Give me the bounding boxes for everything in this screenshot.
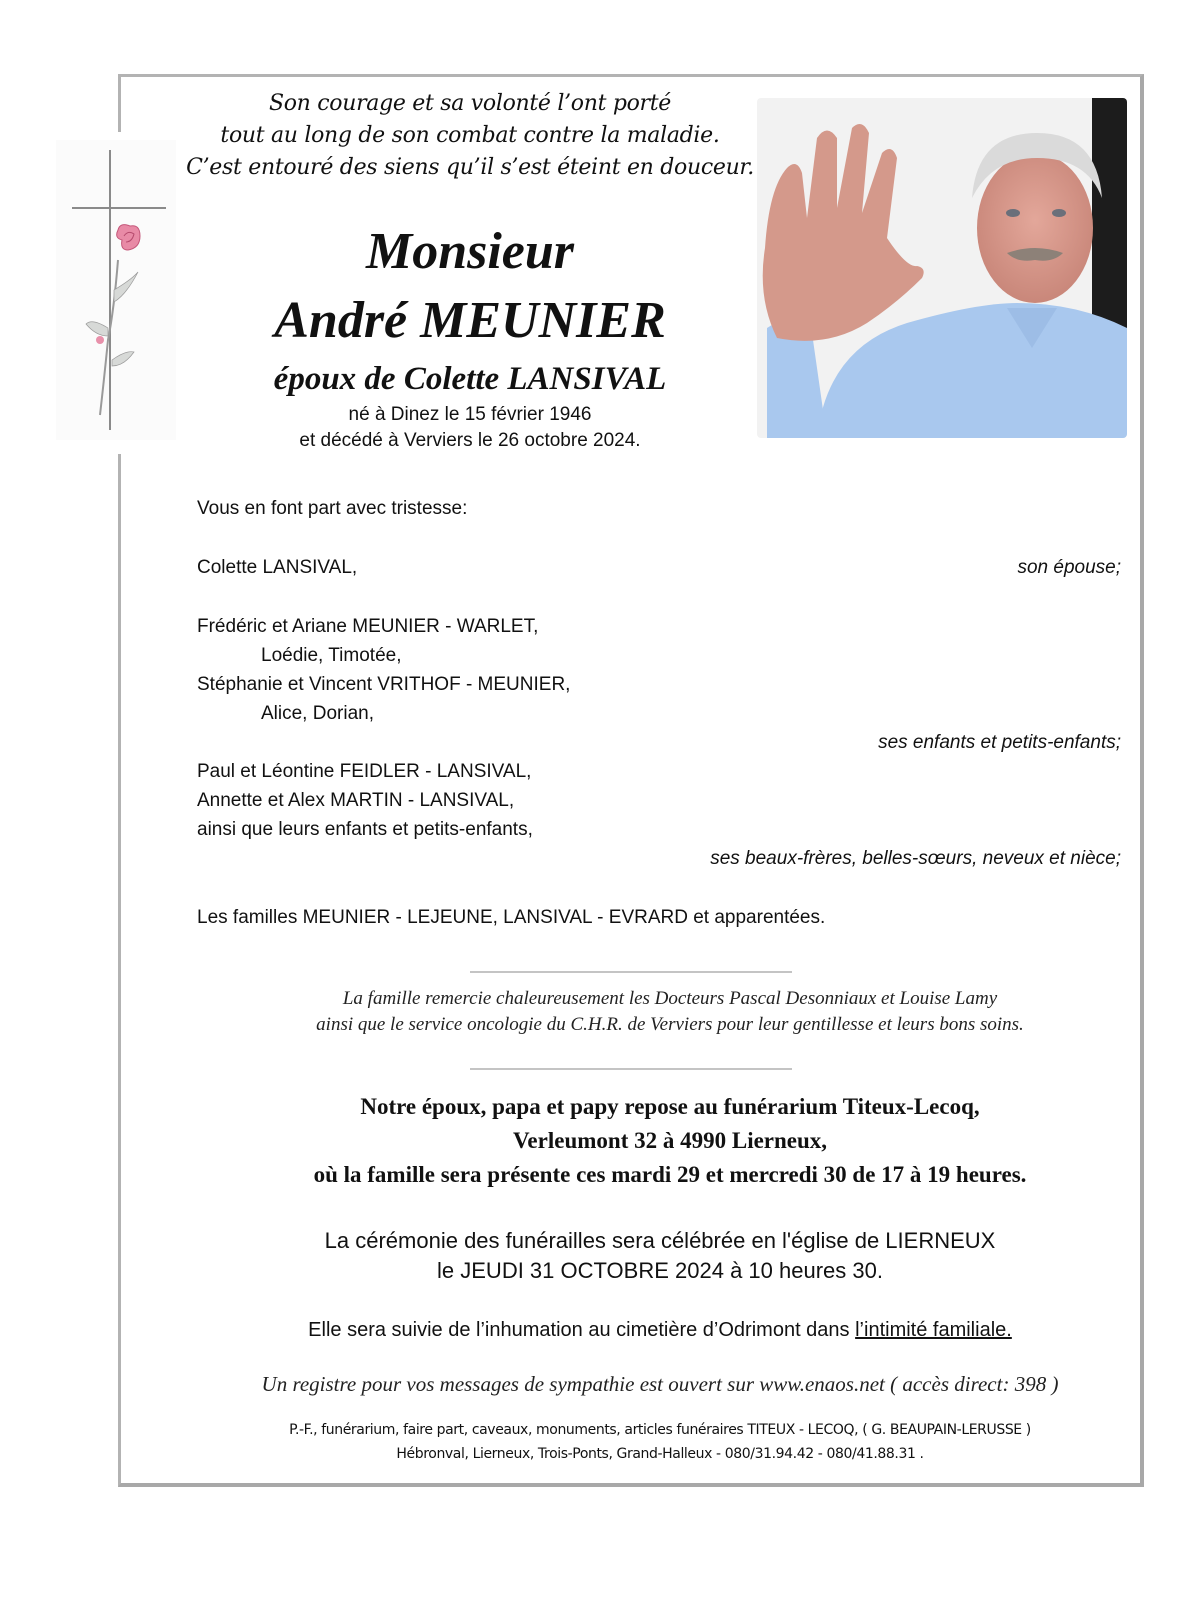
death-line: et décédé à Verviers le 26 octobre 2024. — [299, 430, 641, 451]
epitaph-line: C’est entouré des siens qu’il s’est éteint en douceur. — [186, 155, 754, 180]
honorific: Monsieur — [365, 223, 575, 280]
epitaph — [180, 88, 760, 184]
viewing-notice: Notre époux, papa et papy repose au funérarium Titeux-Lecoq, Verleumont 32 à 4990 Lierneux, où la famille sera présente ces mardi 29 et mercredi 30 de 17 à 19 heures. — [313, 1094, 1027, 1187]
relation-label: ses beaux-frères, belles-sœurs, neveux et nièce; — [710, 848, 1121, 869]
relation-label: ses enfants et petits-enfants; — [878, 732, 1121, 753]
relation-row — [197, 844, 1121, 873]
announcement-intro: Vous en font part avec tristesse: — [197, 498, 468, 519]
burial-info: Elle sera suivie de l’inhumation au cimetière d’Odrimont dans l’intimité familiale. — [308, 1319, 1012, 1341]
list-item-inlaw: Paul et Léontine FEIDLER - LANSIVAL, — [197, 761, 532, 782]
epitaph-line: tout au long de son combat contre la maladie. — [220, 123, 720, 148]
deceased-name: André MEUNIER — [274, 292, 666, 349]
thanks-note: La famille remercie chaleureusement les Docteurs Pascal Desonniaux et Louise Lamy ainsi que le service oncologie du C.H.R. de Verviers pour leur gentillesse et leurs bons soins. — [316, 988, 1024, 1035]
burial-emphasis: l’intimité familiale. — [855, 1319, 1012, 1341]
portrait-photo — [757, 98, 1127, 438]
spouse-line: époux de Colette LANSIVAL — [273, 361, 667, 397]
spouse-name: Colette LANSIVAL, — [197, 557, 358, 578]
list-item-inlaw: Annette et Alex MARTIN - LANSIVAL, — [197, 790, 515, 811]
divider — [470, 971, 792, 973]
birth-line: né à Dinez le 15 février 1946 — [348, 404, 592, 425]
list-item-grandchildren: Loédie, Timotée, — [261, 645, 402, 666]
list-item-inlaw: ainsi que leurs enfants et petits-enfants, — [197, 819, 533, 840]
divider — [470, 1068, 792, 1070]
list-item-child: Frédéric et Ariane MEUNIER - WARLET, — [197, 616, 539, 637]
list-item-child: Stéphanie et Vincent VRITHOF - MEUNIER, — [197, 674, 571, 695]
funeral-home-footer: P.-F., funérarium, faire part, caveaux, monuments, articles funéraires TITEUX - LECOQ, ( G. BEAUPAIN-LERUSSE ) Hébronval, Lierneux, Trois-Ponts, Grand-Halleux - 080/31.94.42 - 080/41.88.31 . — [289, 1422, 1031, 1462]
relation-label: son épouse; — [1017, 557, 1121, 578]
condolence-register: Un registre pour vos messages de sympathie est ouvert sur www.enaos.net ( accès direct: 398 ) — [261, 1372, 1059, 1396]
ceremony-info: La cérémonie des funérailles sera célébrée en l'église de LIERNEUX le JEUDI 31 OCTOBRE 2024 à 10 heures 30. — [324, 1228, 996, 1283]
list-item-spouse — [197, 553, 1121, 582]
relation-row — [197, 728, 1121, 757]
cross-with-rose-icon — [56, 140, 176, 440]
list-item-families: Les familles MEUNIER - LEJEUNE, LANSIVAL - EVRARD et apparentées. — [197, 907, 826, 928]
life-dates — [180, 402, 760, 454]
family-list — [197, 494, 1121, 932]
epitaph-line: Son courage et sa volonté l’ont porté — [268, 91, 672, 116]
list-item-grandchildren: Alice, Dorian, — [261, 703, 374, 724]
